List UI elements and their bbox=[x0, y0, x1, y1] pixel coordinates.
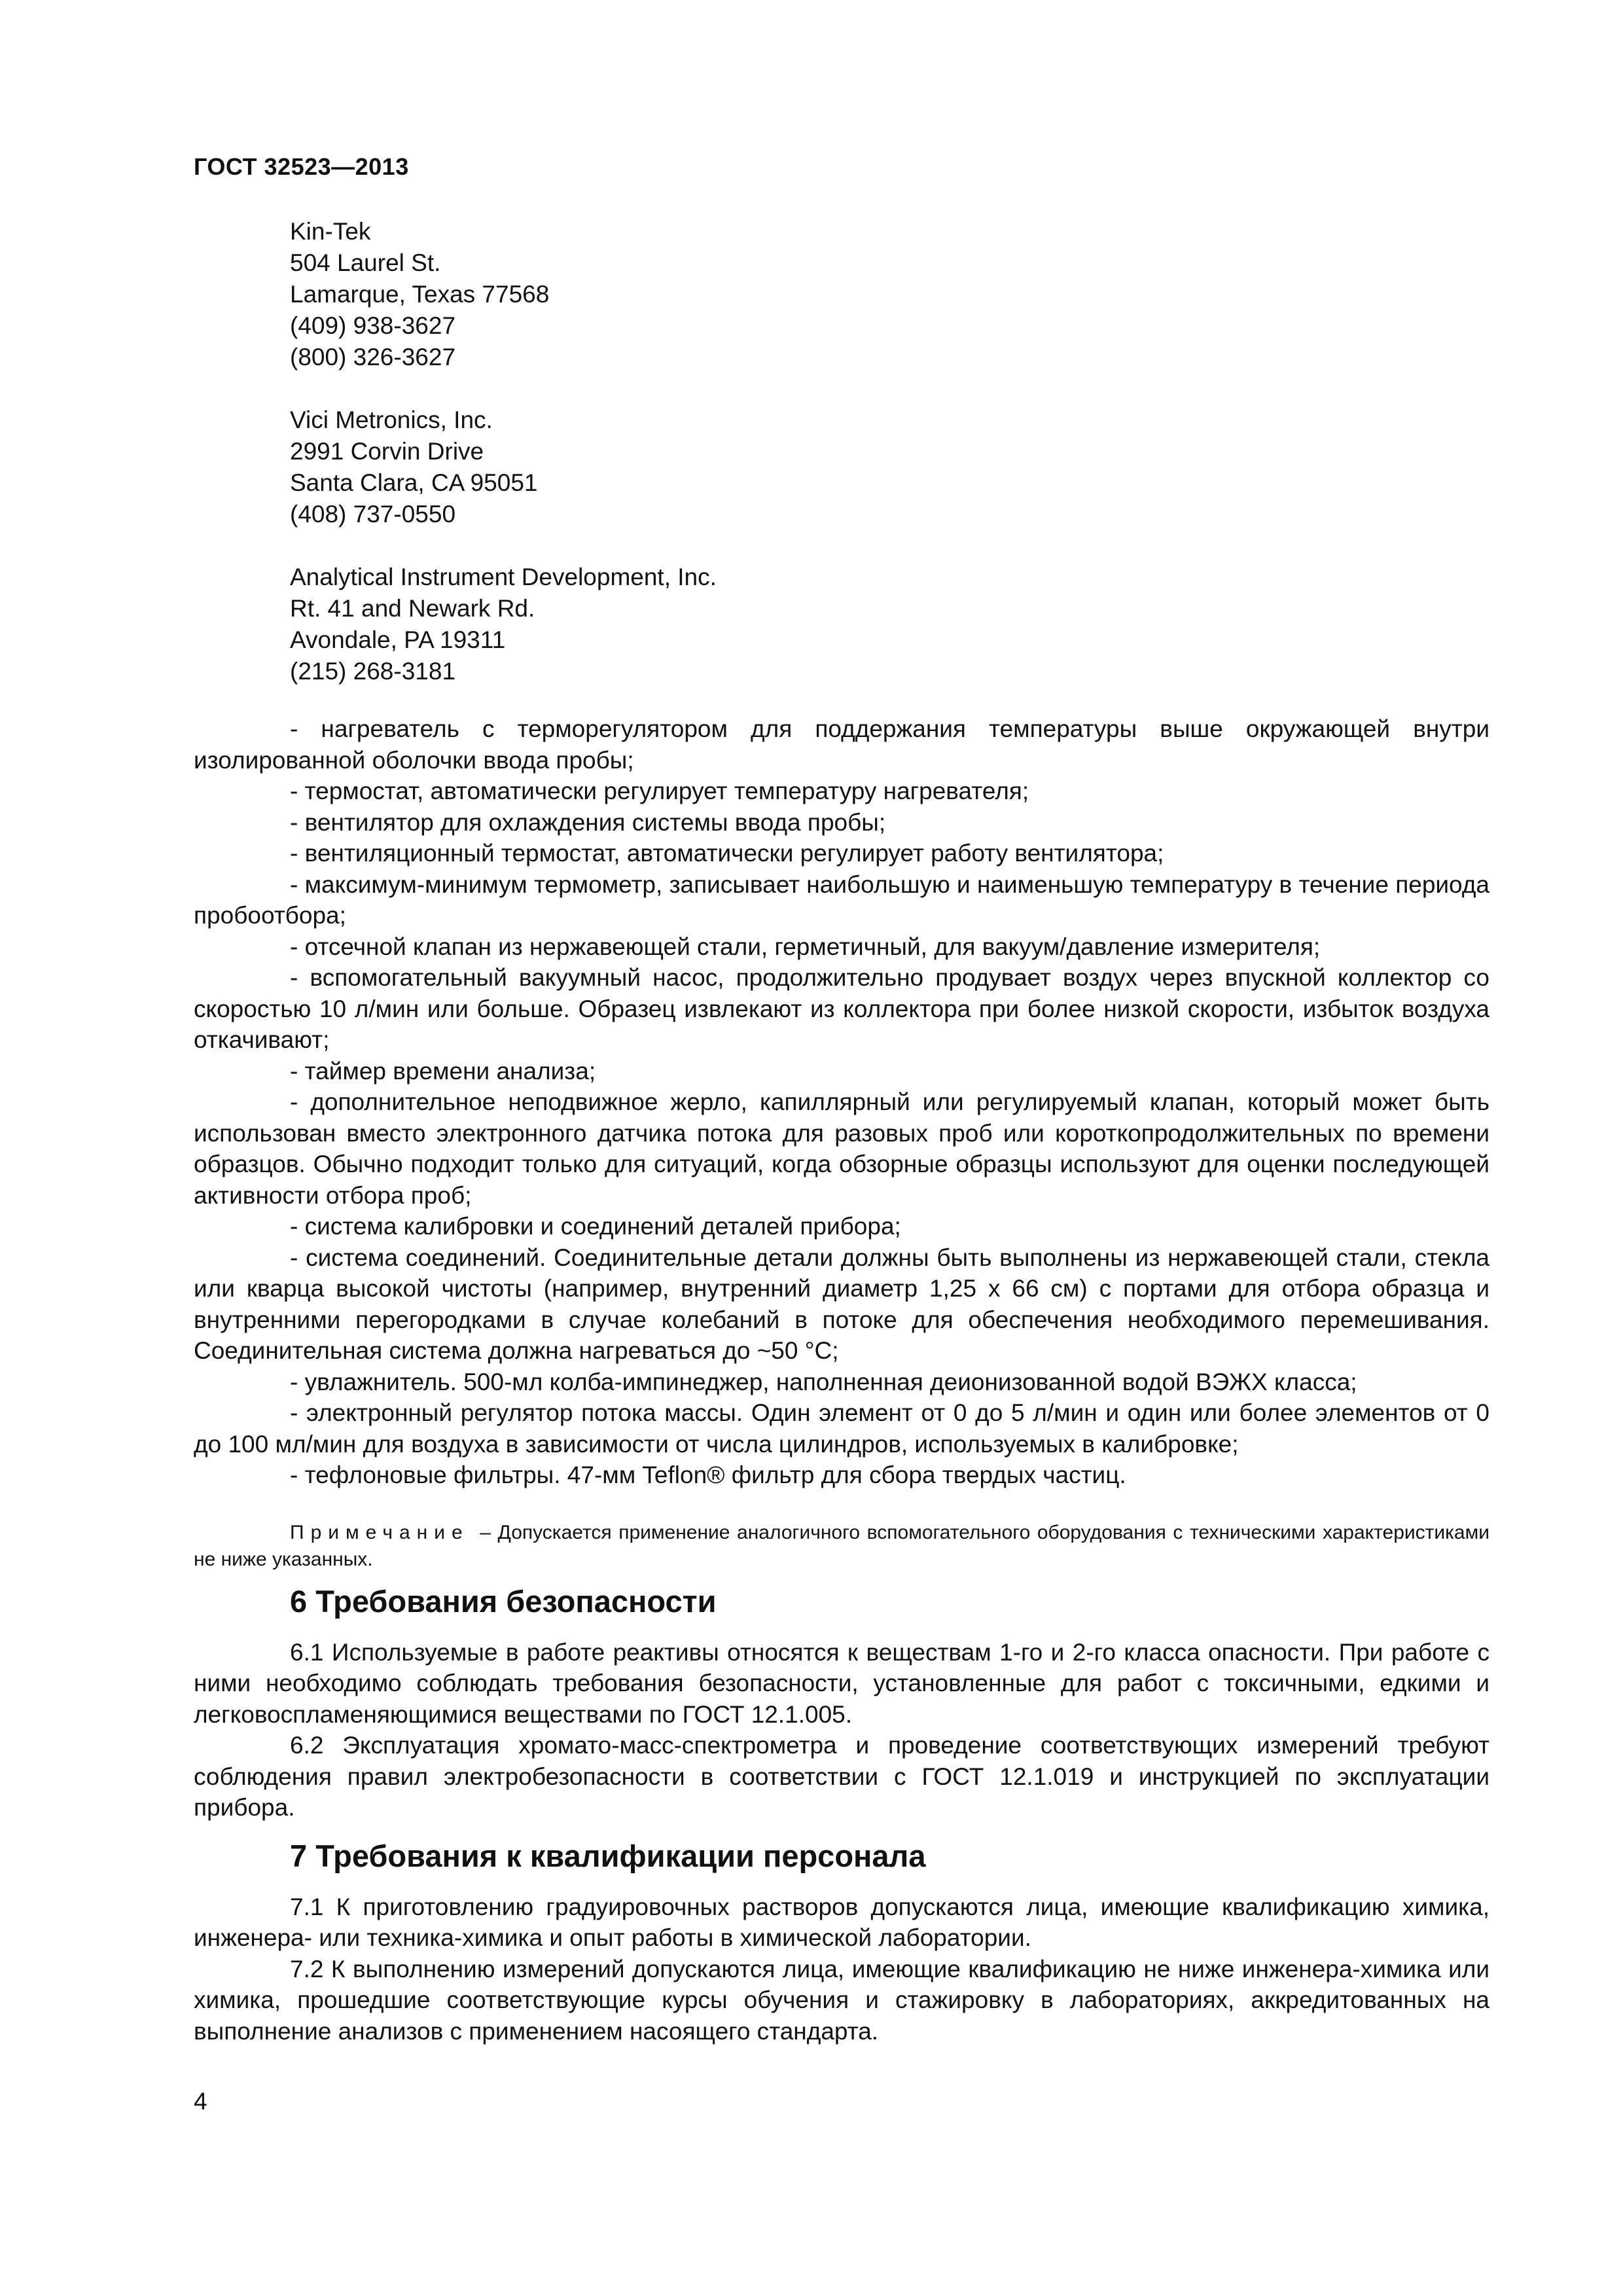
supplier-address-kin-tek bbox=[290, 216, 1206, 373]
equipment-item: - отсечной клапан из нержавеющей стали, герметичный, для вакуум/давление измерителя; bbox=[290, 933, 1321, 960]
address-line: Analytical Instrument Development, Inc. bbox=[290, 564, 717, 590]
equipment-item: - термостат, автоматически регулирует температуру нагревателя; bbox=[290, 778, 1029, 804]
section-7-heading: 7 Требования к квалификации персонала bbox=[290, 1838, 926, 1873]
section-6-heading: 6 Требования безопасности bbox=[290, 1583, 717, 1619]
section-7-paragraph: 7.1 К приготовлению градуировочных растворов допускаются лица, имеющие квалификацию химика, инженера- или техника-химика и опыт работы в химической лаборатории. bbox=[194, 1893, 1489, 1951]
equipment-item: - вентиляционный термостат, автоматически регулирует работу вентилятора; bbox=[290, 840, 1164, 867]
address-line: Vici Metronics, Inc. bbox=[290, 406, 493, 433]
page-number: 4 bbox=[194, 2088, 207, 2115]
address-line: 504 Laurel St. bbox=[290, 249, 441, 276]
section-6-paragraph: 6.1 Используемые в работе реактивы относятся к веществам 1-го и 2-го класса опасности. При работе с ними необходимо соблюдать требования безопасности, установленные для работ с токсичными, едкими и легковоспламеняющимися веществами по ГОСТ 12.1.005. bbox=[194, 1638, 1489, 1728]
address-line: Rt. 41 and Newark Rd. bbox=[290, 595, 535, 622]
equipment-item: - электронный регулятор потока массы. Один элемент от 0 до 5 л/мин и один или более элементов от 0 до 100 мл/мин для воздуха в зависимости от числа цилиндров, используемых в калибровке; bbox=[194, 1399, 1489, 1458]
address-line: 2991 Corvin Drive bbox=[290, 438, 484, 465]
supplier-address-vici-metronics bbox=[290, 404, 1206, 530]
note bbox=[194, 1519, 1489, 1573]
supplier-address-analytical-instrument bbox=[290, 562, 1206, 687]
equipment-item: - нагреватель с терморегулятором для поддержания температуры выше окружающей внутри изолированной оболочки ввода пробы; bbox=[194, 715, 1489, 774]
equipment-item: - система калибровки и соединений деталей прибора; bbox=[290, 1213, 901, 1240]
address-line: (408) 737-0550 bbox=[290, 501, 456, 528]
address-line: Kin-Tek bbox=[290, 218, 371, 245]
note-label: Примечание bbox=[290, 1521, 469, 1543]
address-line: Lamarque, Texas 77568 bbox=[290, 281, 550, 308]
equipment-item: - вентилятор для охлаждения системы ввода пробы; bbox=[290, 808, 886, 836]
equipment-item: - увлажнитель. 500-мл колба-импинеджер, наполненная деионизованной водой ВЭЖХ класса; bbox=[290, 1368, 1357, 1395]
equipment-list bbox=[194, 713, 1489, 1491]
document-code-header: ГОСТ 32523—2013 bbox=[194, 153, 409, 180]
address-line: Avondale, PA 19311 bbox=[290, 626, 506, 653]
section-6-paragraph: 6.2 Эксплуатация хромато-масс-спектрометра и проведение соответствующих измерений требуют соблюдения правил электробезопасности в соответствии с ГОСТ 12.1.019 и инструкцией по эксплуатации прибора. bbox=[194, 1732, 1489, 1821]
address-line: (409) 938-3627 bbox=[290, 312, 456, 339]
equipment-item: - тефлоновые фильтры. 47-мм Teflon® фильтр для сбора твердых частиц. bbox=[290, 1462, 1126, 1488]
equipment-item: - дополнительное неподвижное жерло, капиллярный или регулируемый клапан, который может быть использован вместо электронного датчика потока для разовых проб или короткопродолжительных по времени образцов. Обычно подходит только для ситуаций, когда обзорные образцы используют для оценки последующей активности отбора проб; bbox=[194, 1088, 1489, 1209]
supplier-addresses bbox=[290, 216, 1206, 719]
equipment-item: - вспомогательный вакуумный насос, продолжительно продувает воздух через впускной коллектор со скоростью 10 л/мин или больше. Образец извлекают из коллектора при более низкой скорости, избыток воздуха откачивают; bbox=[194, 964, 1489, 1053]
document-body bbox=[194, 713, 1489, 2047]
equipment-item: - таймер времени анализа; bbox=[290, 1057, 596, 1085]
address-line: Santa Clara, CA 95051 bbox=[290, 469, 538, 496]
address-line: (215) 268-3181 bbox=[290, 658, 456, 685]
address-line: (800) 326-3627 bbox=[290, 344, 456, 370]
equipment-item: - максимум-минимум термометр, записывает наибольшую и наименьшую температуру в течение периода пробоотбора; bbox=[194, 870, 1489, 929]
equipment-item: - система соединений. Соединительные детали должны быть выполнены из нержавеющей стали, стекла или кварца высокой чистоты (например, внутренний диаметр 1,25 х 66 см) с портами для отбора образца и внутренними перегородками в случае колебаний в потоке для обеспечения необходимого перемешивания. Соединительная система должна нагреваться до ~50 °С; bbox=[194, 1244, 1489, 1364]
section-7-paragraph: 7.2 К выполнению измерений допускаются лица, имеющие квалификацию не ниже инженера-химика или химика, прошедшие соответствующие курсы обучения и стажировку в лабораториях, аккредитованных на выполнение анализов с применением насоящего стандарта. bbox=[194, 1955, 1489, 2045]
note-text: – Допускается применение аналогичного вспомогательного оборудования с техническими характеристиками не ниже указанных. bbox=[194, 1521, 1490, 1570]
